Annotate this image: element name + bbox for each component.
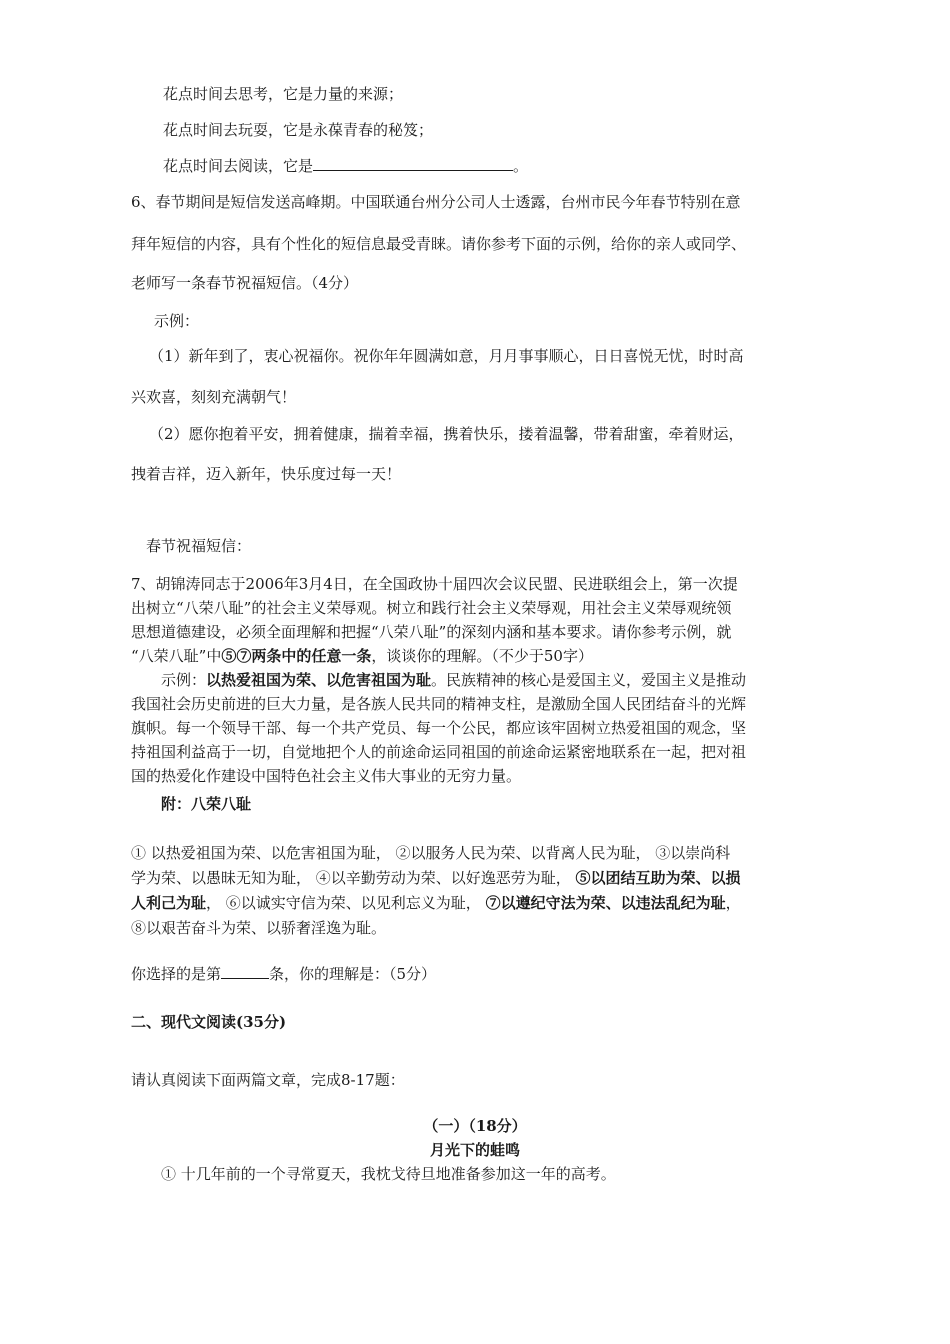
q7-example-line-2: 我国社会历史前进的巨大力量，是各族人民共同的精神支柱，是激励全国人民团结奋斗的光辉 [131, 695, 747, 713]
q7-line-3: 思想道德建设，必须全面理解和把握“八荣八耻”的深刻内涵和基本要求。请你参考示例，就 [131, 623, 732, 641]
q7-example-line-1 [161, 670, 746, 690]
rongchi-line-1: ① 以热爱祖国为荣、以危害祖国为耻， ②以服务人民为荣、以背离人民为耻， ③以崇尚科 [131, 844, 731, 862]
q6-example1-line-1: （1）新年到了，衷心祝福你。祝你年年圆满如意，月月事事顺心，日日喜悦无忧，时时高 [149, 347, 744, 365]
intro-line-2: 花点时间去玩耍，它是永葆青春的秘笈； [163, 121, 434, 139]
rongchi-line-2-bold: ⑤以团结互助为荣、以损 [575, 869, 741, 887]
rongchi-line-3-d: ， [725, 894, 741, 912]
q7-line-4-bold: ⑤⑦两条中的任意一条 [221, 647, 372, 665]
q7-choice-line [131, 964, 436, 984]
q6-line-3: 老师写一条春节祝福短信。（4分） [131, 274, 359, 292]
answer-blank[interactable] [313, 156, 513, 171]
q6-example2-line-1: （2）愿你抱着平安，拥着健康，揣着幸福，携着快乐，搂着温馨，带着甜蜜，牵着财运， [149, 425, 744, 443]
section2-instruction: 请认真阅读下面两篇文章，完成8-17题： [131, 1071, 405, 1089]
q7-example-line-3: 旗帜。每一个领导干部、每一个共产党员、每一个公民，都应该牢固树立热爱祖国的观念，坚 [131, 719, 747, 737]
q6-example-label: 示例： [154, 312, 200, 330]
q6-line-2: 拜年短信的内容，具有个性化的短信息最受青睐。请你参考下面的示例，给你的亲人或同学、 [131, 235, 747, 253]
q6-answer-label: 春节祝福短信： [146, 537, 252, 555]
q7-line-1: 7、胡锦涛同志于2006年3月4日，在全国政协十届四次会议民盟、民进联组会上，第一次提 [131, 575, 738, 593]
q6-example2-line-2: 拽着吉祥，迈入新年，快乐度过每一天！ [131, 465, 402, 483]
q7-line-4-a: “八荣八耻”中 [131, 647, 222, 665]
q7-line-4-c: ，谈谈你的理解。（不少于50字） [371, 647, 593, 665]
section2-part-label: （一）（18分） [423, 1117, 527, 1135]
section2-heading: 二、现代文阅读(35分) [131, 1013, 287, 1031]
q7-line-2: 出树立“八荣八耻”的社会主义荣辱观。树立和践行社会主义荣辱观，用社会主义荣辱观统领 [131, 599, 732, 617]
q7-choice-b: 条，你的理解是：（5分） [269, 965, 437, 983]
q7-choice-a: 你选择的是第 [131, 965, 222, 983]
rongchi-line-2-a: 学为荣、以愚昧无知为耻， ④以辛勤劳动为荣、以好逸恶劳为耻， [131, 869, 576, 887]
q7-example-rest: 。民族精神的核心是爱国主义，爱国主义是推动 [431, 671, 747, 689]
q6-line-1: 6、春节期间是短信发送高峰期。中国联通台州分公司人士透露，台州市民今年春节特别在意 [131, 193, 741, 211]
rongchi-line-3-b: ， ⑥以诚实守信为荣、以见利忘义为耻， [206, 894, 486, 912]
intro-line-3-text: 花点时间去阅读，它是 [163, 157, 314, 175]
intro-line-3-end: 。 [513, 157, 529, 175]
rongchi-line-3-bold-c: ⑦以遵纪守法为荣、以违法乱纪为耻 [485, 894, 726, 912]
choice-blank[interactable] [221, 964, 269, 979]
q7-example-line-4: 持祖国利益高于一切，自觉地把个人的前途命运同祖国的前途命运紧密地联系在一起，把对祖 [131, 743, 747, 761]
q7-line-4 [131, 646, 593, 666]
rongchi-line-4: ⑧以艰苦奋斗为荣、以骄奢淫逸为耻。 [131, 919, 387, 937]
article-title: 月光下的蛙鸣 [429, 1141, 520, 1159]
article-para-1: ① 十几年前的一个寻常夏天，我枕戈待旦地准备参加这一年的高考。 [161, 1165, 616, 1183]
q7-appendix-title: 附：八荣八耻 [161, 795, 252, 813]
q7-example-prefix: 示例： [161, 671, 207, 689]
rongchi-line-3-bold-a: 人利己为耻 [131, 894, 207, 912]
rongchi-line-2 [131, 868, 741, 888]
rongchi-line-3 [131, 893, 741, 913]
q7-example-line-5: 国的热爱化作建设中国特色社会主义伟大事业的无穷力量。 [131, 767, 522, 785]
q7-example-bold: 以热爱祖国为荣、以危害祖国为耻 [206, 671, 432, 689]
intro-line-1: 花点时间去思考，它是力量的来源； [163, 85, 404, 103]
intro-line-3 [163, 156, 528, 176]
q6-example1-line-2: 兴欢喜，刻刻充满朝气！ [131, 388, 297, 406]
